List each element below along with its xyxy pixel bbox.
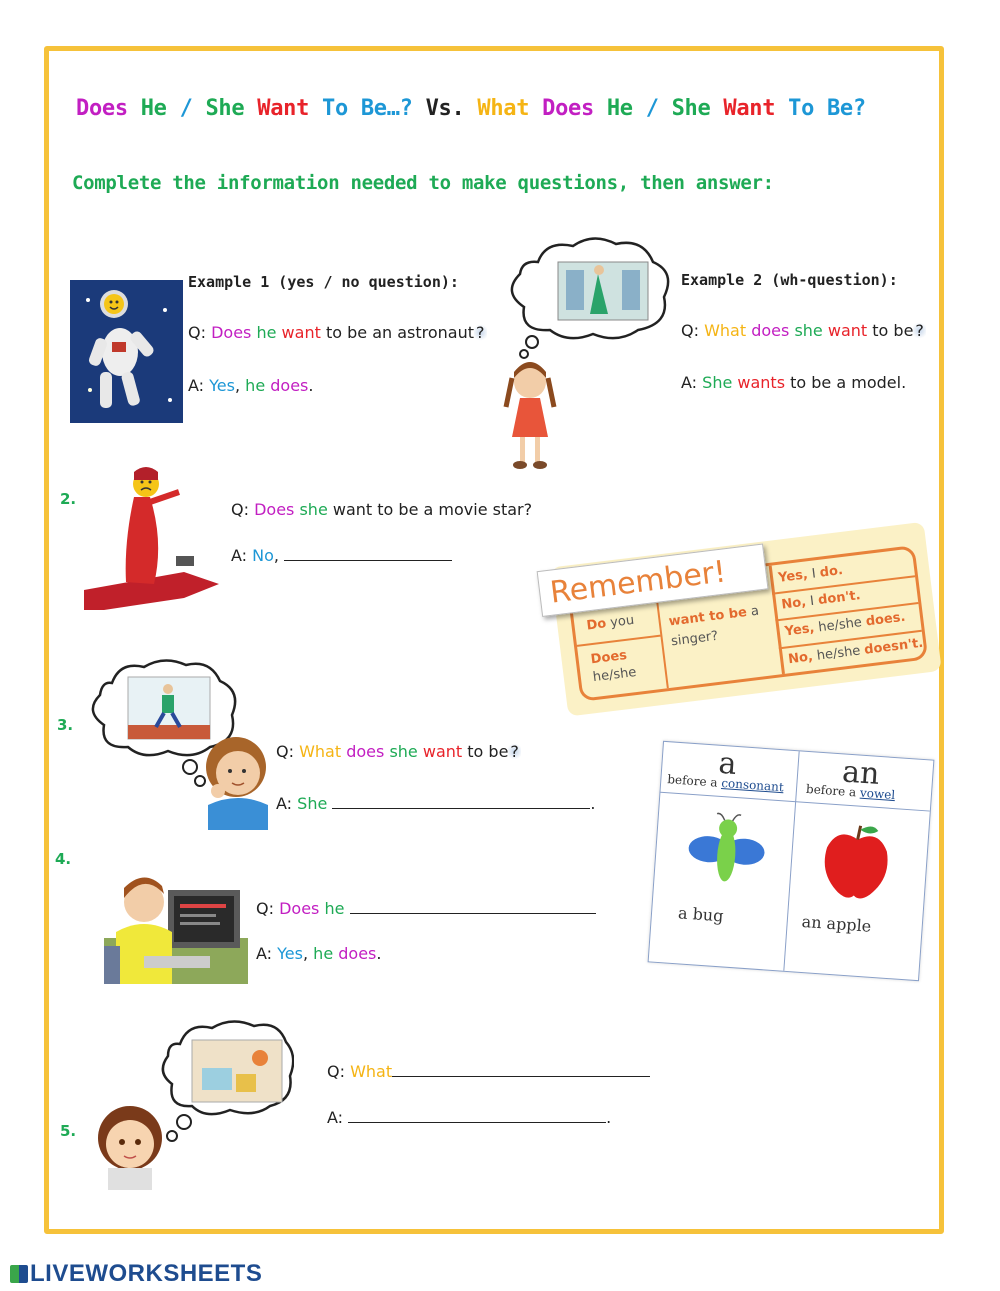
example2-answer: A: She wants to be a model. xyxy=(681,373,907,392)
item4-question-blank[interactable] xyxy=(350,899,596,914)
remember-label: Remember! xyxy=(537,543,769,616)
example1-question: Q: Does he want to be an astronaut ? xyxy=(188,323,485,342)
item5-question: Q: What xyxy=(327,1062,650,1081)
instructions: Complete the information needed to make questions, then answer: xyxy=(72,172,774,194)
item2-number: 2. xyxy=(60,490,77,508)
liveworksheets-logo-icon xyxy=(10,1265,28,1283)
articles-chart: a before a consonant an before a vowel a bug an apple xyxy=(648,741,935,981)
item4-answer: A: Yes, he does. xyxy=(256,944,382,963)
item4-question: Q: Does he xyxy=(256,899,596,918)
item5-answer-blank[interactable] xyxy=(348,1108,606,1123)
item3-answer-blank[interactable] xyxy=(332,794,590,809)
example2-heading: Example 2 (wh-question): xyxy=(681,271,898,289)
item5-question-blank[interactable] xyxy=(392,1062,650,1077)
example2-question: Q: What does she want to be ? xyxy=(681,321,924,340)
item2-answer-blank[interactable] xyxy=(284,546,452,561)
footer-brand[interactable]: LIVEWORKSHEETS xyxy=(10,1260,262,1288)
movie-star-image xyxy=(84,462,219,610)
item3-question: Q: What does she want to be ? xyxy=(276,742,519,761)
page-title: Does He / She Want To Be…? Vs. What Does He / She Want To Be? xyxy=(76,96,866,121)
example1-answer: A: Yes, he does. xyxy=(188,376,314,395)
item5-answer: A: . xyxy=(327,1108,612,1127)
astronaut-image xyxy=(70,280,183,423)
remember-table: Do you Does he/she want to be a singer? Yes, I do. No, I don't. Yes, he/she does. No, he/she doesn't. xyxy=(567,545,928,702)
artist-thought-image xyxy=(94,1018,294,1190)
item4-number: 4. xyxy=(55,850,72,868)
item2-question: Q: Does she want to be a movie star? xyxy=(231,500,533,519)
item2-answer: A: No, xyxy=(231,546,452,565)
bug-icon xyxy=(683,808,769,903)
apple-icon xyxy=(813,815,899,910)
example1-heading: Example 1 (yes / no question): xyxy=(188,273,459,291)
model-thought-image xyxy=(498,232,674,472)
item5-number: 5. xyxy=(60,1122,77,1140)
computer-boy-image xyxy=(104,872,248,984)
runner-thought-image xyxy=(82,655,272,830)
item3-number: 3. xyxy=(57,716,74,734)
item3-answer: A: She . xyxy=(276,794,596,813)
